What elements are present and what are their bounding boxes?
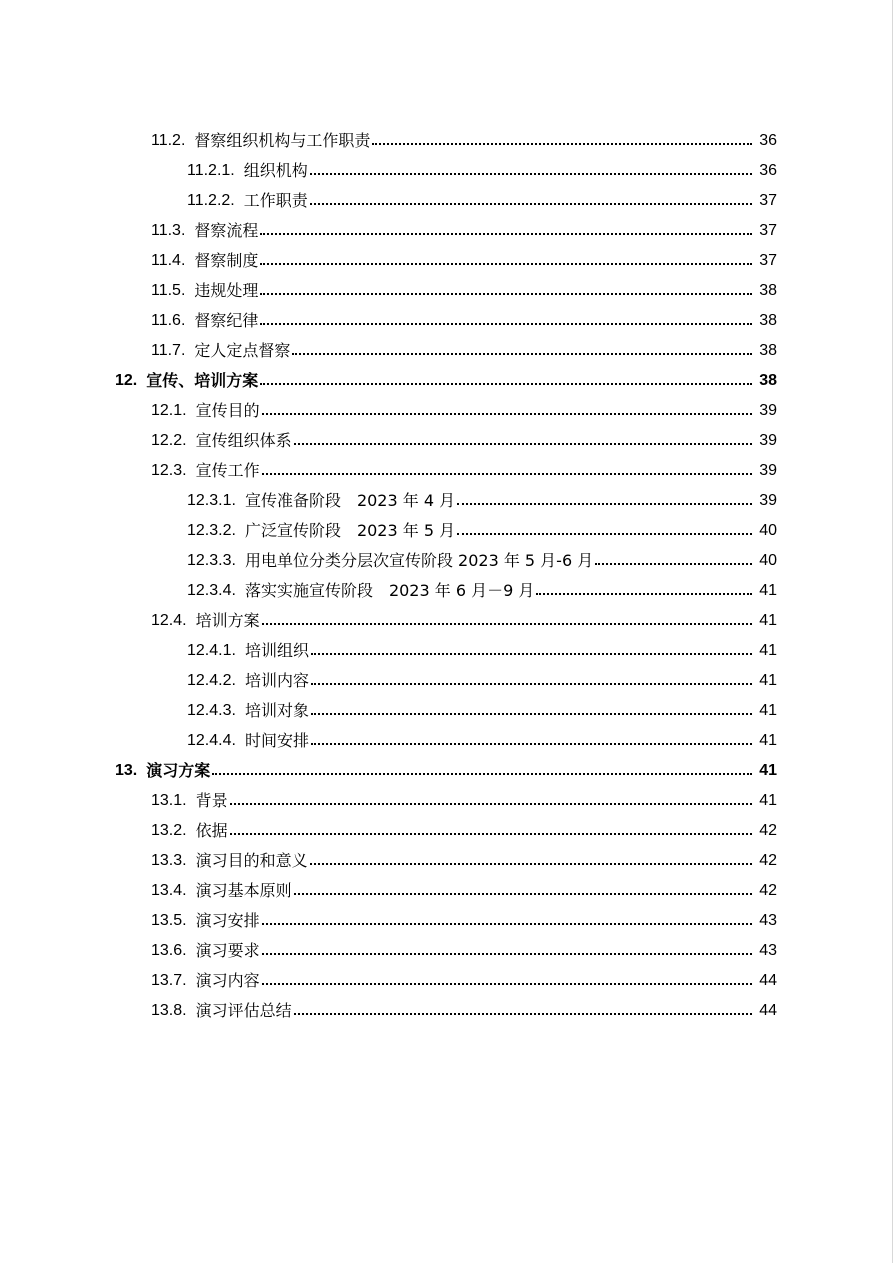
toc-entry-number: 11.2. [151,132,186,149]
toc-entry-page-number: 37 [759,222,777,239]
toc-entry-title: 宣传、培训方案 [146,371,259,390]
toc-entry-title: 演习方案 [146,761,211,780]
toc-section-entry[interactable] [0,876,893,906]
toc-section-entry[interactable] [0,246,893,276]
toc-entry-number: 13.5. [151,912,187,929]
toc-entry-title: 督察流程 [194,221,259,240]
toc-entry-title: 定人定点督察 [194,341,291,360]
toc-entry-page-number: 41 [759,762,777,779]
toc-entry-page-number: 43 [759,942,777,959]
toc-dot-leader [260,366,752,396]
toc-entry-number: 12.4.1. [187,642,236,659]
toc-dot-leader [595,546,752,576]
toc-entry-page-number: 40 [759,522,777,539]
toc-dot-leader [262,906,752,936]
toc-entry-number: 11.2.2. [187,192,235,209]
toc-entry-title: 背景 [195,791,228,810]
toc-entry-number: 12.3.1. [187,492,236,509]
toc-entry-page-number: 40 [759,552,777,569]
toc-entry-number: 11.2.1. [187,162,235,179]
toc-entry-number: 12.4. [151,612,187,629]
toc-entry-title: 演习评估总结 [195,1001,292,1020]
toc-entry-page-number: 41 [759,672,777,689]
toc-entry-number: 11.5. [151,282,186,299]
toc-entry-page-number: 38 [759,282,777,299]
toc-section-entry[interactable] [0,906,893,936]
toc-entry-page-number: 44 [759,972,777,989]
toc-section-entry[interactable] [0,966,893,996]
toc-entry-page-number: 38 [759,372,777,389]
toc-entry-page-number: 38 [759,342,777,359]
toc-dot-leader [311,726,752,756]
toc-subsection-entry[interactable] [0,156,893,186]
toc-section-entry[interactable] [0,396,893,426]
toc-section-entry[interactable] [0,816,893,846]
toc-entry-title: 宣传工作 [195,461,260,480]
toc-dot-leader [294,426,752,456]
toc-entry-number: 13.3. [151,852,187,869]
toc-subsection-entry[interactable] [0,726,893,756]
toc-entry-number: 12.4.4. [187,732,236,749]
toc-entry-title: 督察组织机构与工作职责 [194,131,371,150]
toc-dot-leader [230,786,752,816]
toc-section-entry[interactable] [0,276,893,306]
toc-section-entry[interactable] [0,936,893,966]
toc-dot-leader [310,846,752,876]
toc-entry-page-number: 44 [759,1002,777,1019]
toc-dot-leader [311,666,752,696]
toc-entry-title: 违规处理 [194,281,259,300]
toc-entry-title: 培训组织 [244,641,309,660]
toc-entry-number: 13. [115,762,138,779]
toc-entry-page-number: 39 [759,402,777,419]
toc-entry-page-number: 38 [759,312,777,329]
toc-entry-number: 13.7. [151,972,187,989]
toc-entry-title: 培训方案 [195,611,260,630]
toc-dot-leader [230,816,752,846]
toc-entry-title: 演习安排 [195,911,260,930]
toc-entry-title: 演习要求 [195,941,260,960]
toc-entry-number: 13.2. [151,822,187,839]
toc-dot-leader [457,486,752,516]
toc-entry-number: 11.3. [151,222,186,239]
toc-entry-title: 组织机构 [243,161,308,180]
toc-entry-number: 12.4.3. [187,702,236,719]
toc-dot-leader [310,156,752,186]
toc-entry-title: 演习目的和意义 [195,851,308,870]
toc-entry-page-number: 39 [759,462,777,479]
toc-entry-page-number: 41 [759,792,777,809]
toc-section-entry[interactable] [0,996,893,1026]
toc-entry-page-number: 39 [759,432,777,449]
toc-entry-page-number: 36 [759,162,777,179]
toc-subsection-entry[interactable] [0,666,893,696]
toc-entry-title: 宣传准备阶段 2023 年 4 月 [244,491,456,510]
toc-dot-leader [457,516,752,546]
toc-entry-page-number: 36 [759,132,777,149]
toc-entry-number: 11.7. [151,342,186,359]
toc-entry-number: 11.4. [151,252,186,269]
toc-entry-number: 11.6. [151,312,186,329]
toc-entry-title: 演习基本原则 [195,881,292,900]
toc-subsection-entry[interactable] [0,576,893,606]
toc-entry-title: 广泛宣传阶段 2023 年 5 月 [244,521,456,540]
toc-entry-title: 落实实施宣传阶段 2023 年 6 月－9 月 [244,581,535,600]
toc-entry-number: 12.4.2. [187,672,236,689]
toc-subsection-entry[interactable] [0,186,893,216]
toc-entry-title: 培训内容 [244,671,309,690]
toc-entry-title: 督察制度 [194,251,259,270]
toc-subsection-entry[interactable] [0,486,893,516]
toc-entry-page-number: 41 [759,702,777,719]
toc-dot-leader [212,756,752,786]
toc-dot-leader [294,876,752,906]
toc-chapter-entry[interactable] [0,366,893,396]
toc-entry-number: 12.3.4. [187,582,236,599]
toc-section-entry[interactable] [0,456,893,486]
toc-dot-leader [311,696,752,726]
toc-chapter-entry[interactable] [0,756,893,786]
toc-dot-leader [310,186,752,216]
toc-dot-leader [260,246,752,276]
toc-dot-leader [292,336,752,366]
toc-dot-leader [262,456,752,486]
toc-entry-title: 依据 [195,821,228,840]
toc-subsection-entry[interactable] [0,636,893,666]
toc-entry-title: 演习内容 [195,971,260,990]
toc-entry-page-number: 41 [759,612,777,629]
toc-dot-leader [260,306,752,336]
toc-entry-number: 12. [115,372,138,389]
toc-subsection-entry[interactable] [0,546,893,576]
toc-entry-page-number: 42 [759,852,777,869]
table-of-contents [0,126,893,1026]
toc-entry-page-number: 42 [759,822,777,839]
toc-entry-title: 工作职责 [243,191,308,210]
toc-entry-title: 培训对象 [244,701,309,720]
toc-entry-number: 12.2. [151,432,187,449]
toc-subsection-entry[interactable] [0,516,893,546]
toc-entry-page-number: 41 [759,642,777,659]
toc-section-entry[interactable] [0,126,893,156]
toc-dot-leader [260,276,752,306]
toc-entry-title: 用电单位分类分层次宣传阶段 2023 年 5 月-6 月 [244,551,594,570]
toc-entry-number: 13.8. [151,1002,187,1019]
toc-entry-title: 宣传目的 [195,401,260,420]
toc-entry-number: 12.3.3. [187,552,236,569]
toc-entry-page-number: 37 [759,192,777,209]
toc-dot-leader [262,966,752,996]
toc-entry-number: 12.3. [151,462,187,479]
toc-section-entry[interactable] [0,306,893,336]
toc-dot-leader [262,396,752,426]
toc-entry-number: 13.1. [151,792,187,809]
toc-section-entry[interactable] [0,606,893,636]
toc-entry-page-number: 41 [759,732,777,749]
toc-entry-title: 时间安排 [244,731,309,750]
toc-entry-title: 督察纪律 [194,311,259,330]
toc-section-entry[interactable] [0,426,893,456]
toc-dot-leader [260,216,752,246]
toc-section-entry[interactable] [0,216,893,246]
toc-dot-leader [262,606,752,636]
toc-subsection-entry[interactable] [0,696,893,726]
toc-section-entry[interactable] [0,846,893,876]
toc-entry-page-number: 43 [759,912,777,929]
toc-entry-page-number: 41 [759,582,777,599]
toc-dot-leader [372,126,752,156]
toc-entry-title: 宣传组织体系 [195,431,292,450]
toc-dot-leader [262,936,752,966]
toc-entry-page-number: 42 [759,882,777,899]
toc-entry-number: 13.4. [151,882,187,899]
toc-dot-leader [294,996,752,1026]
toc-section-entry[interactable] [0,336,893,366]
toc-dot-leader [311,636,752,666]
toc-section-entry[interactable] [0,786,893,816]
toc-dot-leader [536,576,752,606]
toc-entry-number: 12.1. [151,402,187,419]
toc-entry-number: 13.6. [151,942,187,959]
toc-entry-page-number: 39 [759,492,777,509]
toc-entry-number: 12.3.2. [187,522,236,539]
toc-entry-page-number: 37 [759,252,777,269]
